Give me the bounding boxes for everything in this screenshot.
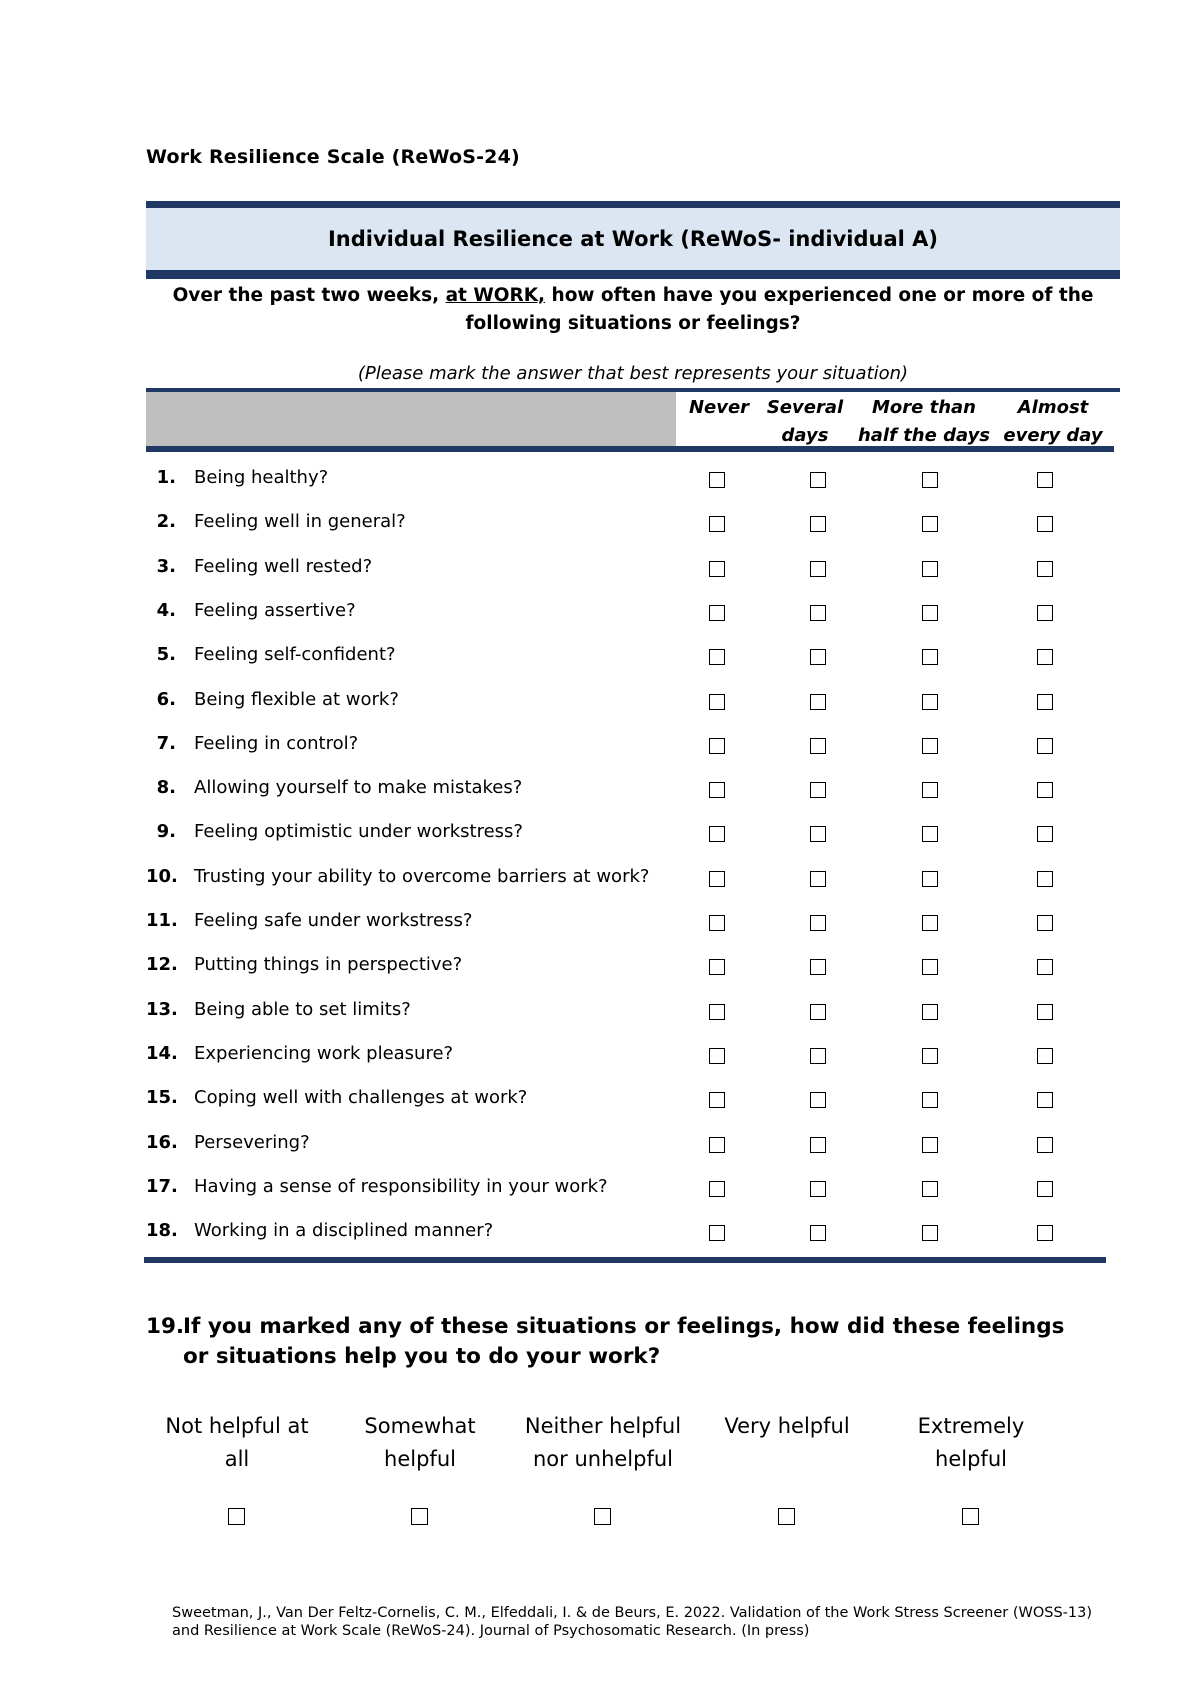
item-number: 18.: [146, 1220, 178, 1242]
column-header-line: every day: [1003, 425, 1103, 446]
checkbox-almost-every-day[interactable]: [1037, 782, 1053, 798]
option-checkbox[interactable]: [778, 1508, 795, 1525]
checkbox-several-days[interactable]: [810, 694, 826, 710]
option-label-line: Somewhat: [364, 1414, 476, 1438]
column-header-line: half the days: [857, 425, 991, 446]
instruction-text: (Please mark the answer that best represents your situation): [357, 363, 909, 384]
option-label: [330, 1410, 510, 1476]
column-header-almost-every-day: [1000, 394, 1106, 450]
item-number: 17.: [146, 1175, 178, 1197]
checkbox-several-days[interactable]: [810, 1181, 826, 1197]
option-checkbox[interactable]: [228, 1508, 245, 1525]
item-number: 16.: [146, 1131, 178, 1153]
checkbox-several-days[interactable]: [810, 605, 826, 621]
checkbox-several-days[interactable]: [810, 826, 826, 842]
document-title: Work Resilience Scale (ReWoS-24): [146, 146, 520, 168]
option-checkbox[interactable]: [962, 1508, 979, 1525]
item-text: Having a sense of responsibility in your work?: [194, 1175, 608, 1197]
item-row: [146, 725, 1120, 769]
checkbox-almost-every-day[interactable]: [1037, 1225, 1053, 1241]
checkbox-never[interactable]: [709, 472, 725, 488]
item-row: [146, 858, 1120, 902]
option-label: [147, 1410, 327, 1476]
item-row: [146, 503, 1120, 547]
checkbox-almost-every-day[interactable]: [1037, 1092, 1053, 1108]
item-row: [146, 592, 1120, 636]
citation-line: Sweetman, J., Van Der Feltz-Cornelis, C. M., Elfeddali, I. & de Beurs, E. 2022. Validation of the Work Stress Screener (WOSS-13): [172, 1605, 1093, 1621]
checkbox-more-than-half[interactable]: [922, 738, 938, 754]
column-header-line: Never: [688, 397, 750, 418]
citation: [172, 1604, 1132, 1640]
checkbox-almost-every-day[interactable]: [1037, 1137, 1053, 1153]
checkbox-almost-every-day[interactable]: [1037, 1004, 1053, 1020]
item-row: [146, 902, 1120, 946]
checkbox-several-days[interactable]: [810, 959, 826, 975]
item-text: Feeling optimistic under workstress?: [194, 821, 523, 843]
option-label: [513, 1410, 693, 1476]
checkbox-more-than-half[interactable]: [922, 561, 938, 577]
checkbox-almost-every-day[interactable]: [1037, 516, 1053, 532]
item-number: 7.: [156, 732, 176, 754]
item-text: Feeling self-confident?: [194, 644, 396, 666]
item-text: Persevering?: [194, 1131, 310, 1153]
checkbox-never[interactable]: [709, 959, 725, 975]
column-header-line: Almost: [1017, 397, 1089, 418]
checkbox-never[interactable]: [709, 1225, 725, 1241]
item-text: Feeling well in general?: [194, 511, 406, 533]
question-prefix: Over the past two weeks,: [172, 285, 446, 306]
checkbox-never[interactable]: [709, 605, 725, 621]
checkbox-almost-every-day[interactable]: [1037, 871, 1053, 887]
checkbox-never[interactable]: [709, 1004, 725, 1020]
checkbox-several-days[interactable]: [810, 738, 826, 754]
option-label: [881, 1410, 1061, 1476]
item-row: [146, 1212, 1120, 1256]
question-19-text: If you marked any of these situations or feelings, how did these feelings or situations help you to do your work?: [183, 1314, 1065, 1369]
checkbox-never[interactable]: [709, 782, 725, 798]
checkbox-never[interactable]: [709, 915, 725, 931]
question-emphasis: at WORK,: [445, 285, 546, 306]
checkbox-never[interactable]: [709, 1092, 725, 1108]
checkbox-never[interactable]: [709, 826, 725, 842]
checkbox-more-than-half[interactable]: [922, 1048, 938, 1064]
checkbox-almost-every-day[interactable]: [1037, 694, 1053, 710]
checkbox-almost-every-day[interactable]: [1037, 561, 1053, 577]
checkbox-almost-every-day[interactable]: [1037, 1181, 1053, 1197]
column-header-more-than-half: [848, 394, 1000, 450]
item-row: [146, 1168, 1120, 1212]
checkbox-almost-every-day[interactable]: [1037, 959, 1053, 975]
checkbox-several-days[interactable]: [810, 915, 826, 931]
item-text: Working in a disciplined manner?: [194, 1220, 494, 1242]
item-text: Putting things in perspective?: [194, 954, 463, 976]
checkbox-more-than-half[interactable]: [922, 1004, 938, 1020]
checkbox-more-than-half[interactable]: [922, 826, 938, 842]
checkbox-almost-every-day[interactable]: [1037, 1048, 1053, 1064]
checkbox-several-days[interactable]: [810, 1225, 826, 1241]
checkbox-several-days[interactable]: [810, 561, 826, 577]
item-row: [146, 991, 1120, 1035]
option-label-line: Not helpful at: [165, 1414, 309, 1438]
item-row: [146, 459, 1120, 503]
checkbox-never[interactable]: [709, 738, 725, 754]
checkbox-several-days[interactable]: [810, 871, 826, 887]
checkbox-several-days[interactable]: [810, 472, 826, 488]
checkbox-almost-every-day[interactable]: [1037, 605, 1053, 621]
item-number: 8.: [156, 777, 176, 799]
item-number: 6.: [156, 688, 176, 710]
checkbox-almost-every-day[interactable]: [1037, 738, 1053, 754]
section-top-rule: [146, 201, 1120, 208]
item-text: Allowing yourself to make mistakes?: [194, 777, 523, 799]
checkbox-never[interactable]: [709, 1181, 725, 1197]
checkbox-several-days[interactable]: [810, 516, 826, 532]
section-title: Individual Resilience at Work (ReWoS- individual A): [146, 208, 1120, 270]
item-row: [146, 769, 1120, 813]
item-text: Trusting your ability to overcome barriers at work?: [194, 865, 650, 887]
table-header-rule: [146, 446, 1114, 452]
checkbox-more-than-half[interactable]: [922, 516, 938, 532]
item-number: 10.: [146, 865, 178, 887]
checkbox-more-than-half[interactable]: [922, 915, 938, 931]
checkbox-several-days[interactable]: [810, 1048, 826, 1064]
option-label-line: helpful: [935, 1447, 1007, 1471]
item-number: 5.: [156, 644, 176, 666]
question-intro: [146, 282, 1120, 338]
option-label: [697, 1410, 877, 1443]
checkbox-more-than-half[interactable]: [922, 605, 938, 621]
item-text: Feeling well rested?: [194, 555, 373, 577]
item-number: 14.: [146, 1042, 178, 1064]
checkbox-never[interactable]: [709, 561, 725, 577]
checkbox-several-days[interactable]: [810, 1137, 826, 1153]
item-row: [146, 813, 1120, 857]
option-label-line: nor unhelpful: [532, 1447, 674, 1471]
option-label-line: Extremely: [917, 1414, 1025, 1438]
item-text: Feeling in control?: [194, 732, 359, 754]
checkbox-more-than-half[interactable]: [922, 1137, 938, 1153]
option-checkbox[interactable]: [411, 1508, 428, 1525]
column-header-line: More than: [871, 397, 976, 418]
item-row: [146, 1124, 1120, 1168]
item-text: Being flexible at work?: [194, 688, 399, 710]
item-row: [146, 681, 1120, 725]
item-row: [146, 946, 1120, 990]
item-number: 2.: [156, 511, 176, 533]
section-bottom-rule: [146, 270, 1120, 279]
checkbox-more-than-half[interactable]: [922, 782, 938, 798]
checkbox-almost-every-day[interactable]: [1037, 915, 1053, 931]
checkbox-more-than-half[interactable]: [922, 694, 938, 710]
checkbox-more-than-half[interactable]: [922, 1225, 938, 1241]
checkbox-several-days[interactable]: [810, 782, 826, 798]
checkbox-never[interactable]: [709, 516, 725, 532]
column-header-several-days: [762, 394, 848, 450]
question-19-number: 19.: [146, 1314, 185, 1339]
checkbox-never[interactable]: [709, 649, 725, 665]
item-number: 9.: [156, 821, 176, 843]
checkbox-several-days[interactable]: [810, 1004, 826, 1020]
checkbox-never[interactable]: [709, 694, 725, 710]
item-row: [146, 636, 1120, 680]
item-row: [146, 1079, 1120, 1123]
checkbox-never[interactable]: [709, 1048, 725, 1064]
item-text: Experiencing work pleasure?: [194, 1042, 454, 1064]
column-header-never: [676, 394, 762, 422]
section-header: [146, 201, 1120, 281]
table-bottom-rule: [144, 1257, 1106, 1263]
checkbox-several-days[interactable]: [810, 649, 826, 665]
item-number: 15.: [146, 1087, 178, 1109]
checkbox-never[interactable]: [709, 871, 725, 887]
checkbox-several-days[interactable]: [810, 1092, 826, 1108]
column-header-line: days: [781, 425, 829, 446]
item-text: Feeling safe under workstress?: [194, 910, 473, 931]
option-checkbox[interactable]: [594, 1508, 611, 1525]
checkbox-almost-every-day[interactable]: [1037, 649, 1053, 665]
citation-line: and Resilience at Work Scale (ReWoS-24). Journal of Psychosomatic Research. (In press): [172, 1623, 810, 1639]
checkbox-more-than-half[interactable]: [922, 1181, 938, 1197]
question-suffix: how often have you experienced one or more of the following situations or feelings?: [465, 285, 1094, 334]
item-text: Feeling assertive?: [194, 599, 356, 621]
option-label-line: all: [224, 1447, 250, 1471]
checkbox-more-than-half[interactable]: [922, 649, 938, 665]
checkbox-never[interactable]: [709, 1137, 725, 1153]
item-number: 12.: [146, 954, 178, 976]
item-text: Being healthy?: [194, 467, 329, 488]
checkbox-more-than-half[interactable]: [922, 1092, 938, 1108]
option-label-line: Very helpful: [724, 1414, 850, 1438]
column-header-line: Several: [766, 397, 844, 418]
item-number: 11.: [146, 910, 178, 931]
checkbox-more-than-half[interactable]: [922, 871, 938, 887]
item-row: [146, 1035, 1120, 1079]
item-number: 1.: [156, 467, 176, 488]
table-header-blank-cell: [146, 392, 676, 446]
checkbox-almost-every-day[interactable]: [1037, 472, 1053, 488]
option-label-line: helpful: [384, 1447, 456, 1471]
item-row: [146, 548, 1120, 592]
checkbox-more-than-half[interactable]: [922, 472, 938, 488]
checkbox-more-than-half[interactable]: [922, 959, 938, 975]
option-label-line: Neither helpful: [524, 1414, 682, 1438]
item-number: 4.: [156, 599, 176, 621]
item-number: 13.: [146, 998, 178, 1020]
item-text: Being able to set limits?: [194, 998, 411, 1020]
checkbox-almost-every-day[interactable]: [1037, 826, 1053, 842]
item-text: Coping well with challenges at work?: [194, 1087, 528, 1109]
item-number: 3.: [156, 555, 176, 577]
